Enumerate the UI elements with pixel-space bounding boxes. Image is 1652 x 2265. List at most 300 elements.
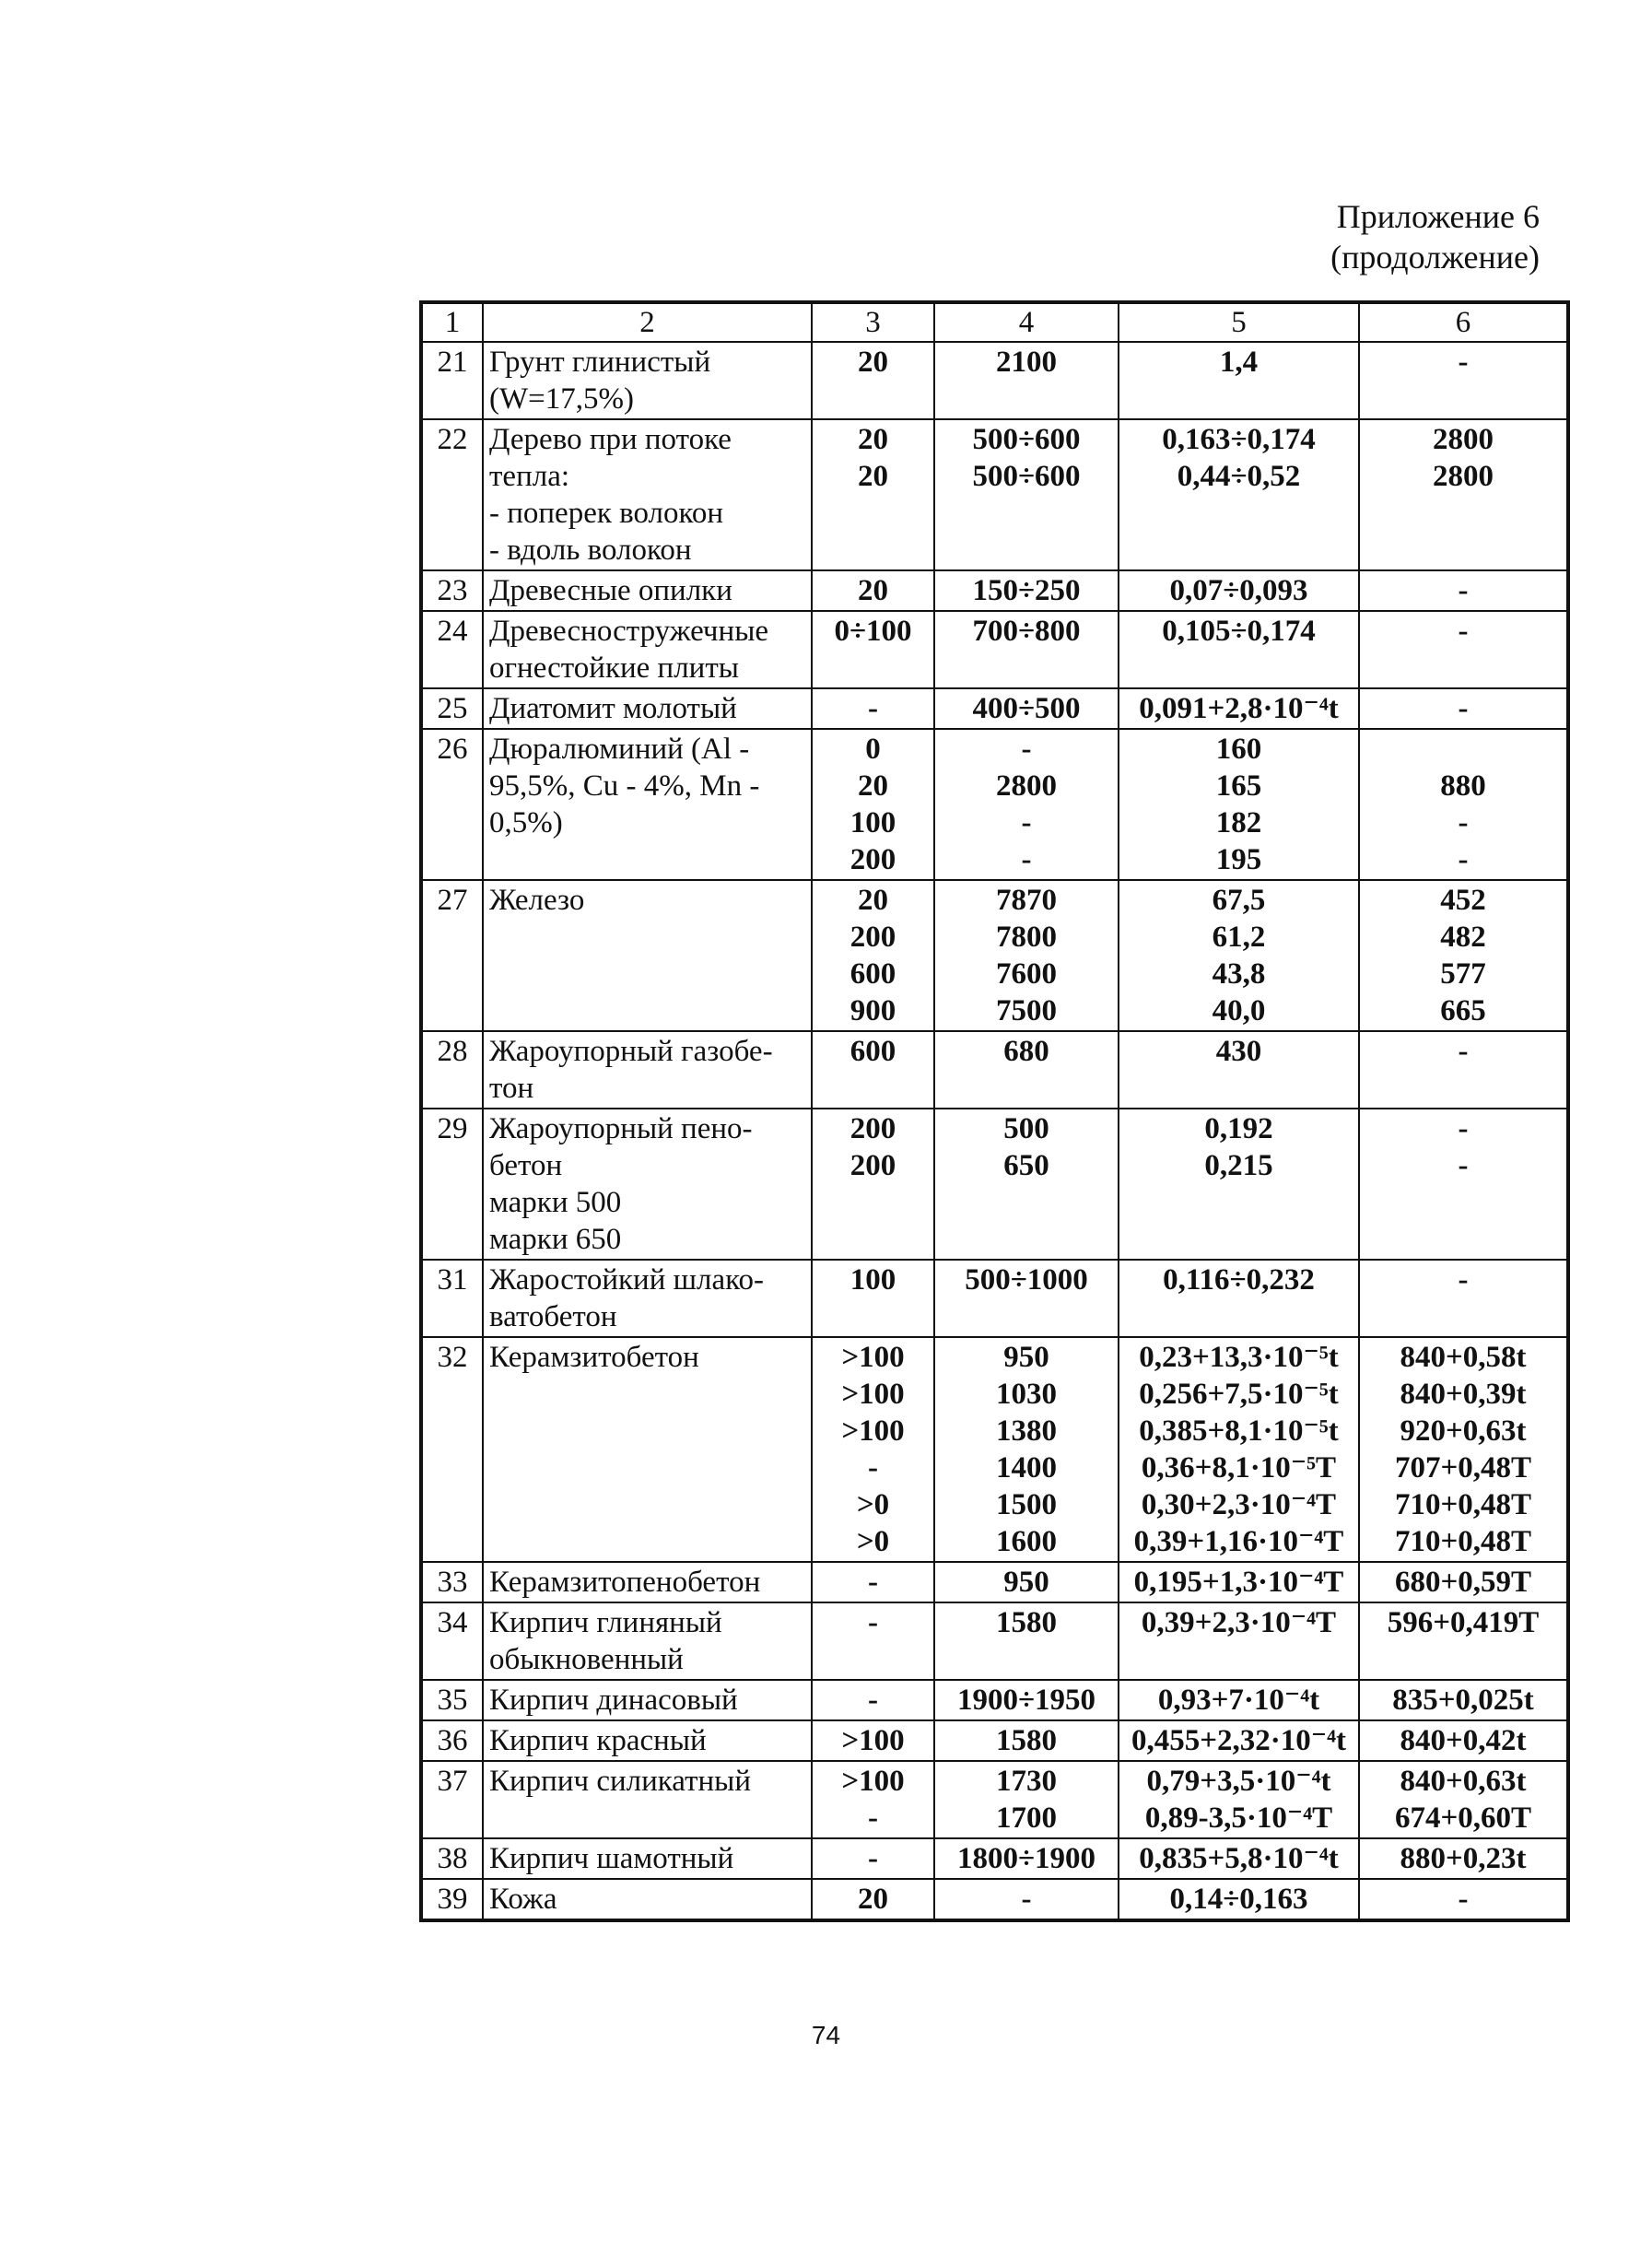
cell-line: - [868,1451,878,1485]
cell-line [489,1800,805,1837]
cell-line: тепла: [489,460,570,493]
heat-capacity-cell [1359,1680,1568,1720]
column-header: 6 [1359,302,1568,342]
row-number-cell: 25 [421,688,483,729]
temperature-cell [812,1680,934,1720]
cell-line: 160 [1215,733,1262,766]
page-number: 74 [811,2021,841,2049]
cell-line: огнестойкие плиты [489,651,739,685]
cell-line: 165 [1215,769,1262,803]
cell-line: 200 [849,921,896,954]
row-number-cell: 36 [421,1720,483,1761]
cell-line: 40,0 [1212,994,1266,1027]
conductivity-cell [1119,1879,1359,1920]
cell-line: 182 [1215,806,1262,839]
cell-line: 0,39+1,16·10⁻⁴T [1133,1525,1344,1558]
density-cell [934,1720,1119,1761]
material-name-cell [483,1562,812,1602]
cell-line [489,1376,805,1413]
cell-line: 707+0,48T [1394,1451,1532,1485]
appendix-caption [1330,196,1540,277]
material-name-cell [483,1879,812,1920]
temperature-cell [812,342,934,419]
cell-line: 0,93+7·10⁻⁴t [1157,1684,1320,1717]
temperature-cell [812,611,934,688]
cell-line: тон [489,1072,534,1105]
density-cell [934,1680,1119,1720]
cell-line: 20 [858,574,888,607]
cell-line: - [1458,615,1469,648]
cell-line: 0,385+8,1·10⁻⁵t [1139,1414,1339,1448]
cell-line: 880+0,23t [1400,1842,1527,1875]
heat-capacity-cell [1359,419,1568,570]
row-number-cell: 31 [421,1260,483,1337]
cell-line: 0,07÷0,093 [1169,574,1308,607]
cell-line: 1730 [996,1765,1057,1798]
conductivity-cell [1119,1838,1359,1879]
cell-line: - поперек волокон [489,497,724,530]
cell-line: 95,5%, Cu - 4%, Mn - [489,769,760,803]
cell-line: 577 [1440,957,1486,991]
cell-line: 680+0,59T [1394,1566,1532,1599]
cell-line: 665 [1440,994,1486,1027]
cell-line: 0,091+2,8·10⁻⁴t [1139,692,1339,725]
row-number-cell: 33 [421,1562,483,1602]
row-number-cell: 26 [421,729,483,880]
heat-capacity-cell [1359,1720,1568,1761]
heat-capacity-cell [1359,1602,1568,1680]
temperature-cell [812,419,934,570]
cell-line: 20 [858,769,888,803]
cell-line [489,919,805,956]
table-row [421,1761,1568,1838]
cell-line: 0÷100 [834,615,912,648]
cell-line: 100 [849,1263,896,1297]
appendix-subtitle: (продолжение) [1330,239,1540,276]
cell-line: 200 [849,1149,896,1182]
table-row [421,419,1568,570]
heat-capacity-cell [1359,570,1568,611]
cell-line: 950 [1003,1341,1049,1374]
cell-line: 500÷600 [972,460,1081,493]
temperature-cell [812,1838,934,1879]
material-name-cell [483,342,812,419]
temperature-cell [812,1761,934,1838]
cell-line: - [868,1801,878,1835]
cell-line: 500÷600 [972,423,1081,456]
cell-line: 840+0,42t [1400,1724,1527,1757]
cell-line: Жароупорный газобе- [489,1035,773,1068]
density-cell [934,419,1119,570]
material-name-cell [483,1109,812,1260]
cell-line: 0,116÷0,232 [1163,1263,1315,1297]
cell-line: 0,89-3,5·10⁻⁴T [1144,1801,1333,1835]
cell-line: 400÷500 [972,692,1081,725]
temperature-cell [812,570,934,611]
table-row [421,1879,1568,1920]
cell-line: Кирпич динасовый [489,1684,738,1717]
cell-line: Кирпич красный [489,1724,707,1757]
heat-capacity-cell [1359,1260,1568,1337]
cell-line: - вдоль волокон [489,534,692,567]
cell-line: Железо [489,884,585,917]
cell-line: 7500 [996,994,1057,1027]
materials-table [419,300,1570,1922]
material-name-cell [483,570,812,611]
cell-line: 0,14÷0,163 [1169,1883,1308,1916]
conductivity-cell [1119,1680,1359,1720]
cell-line: - [1458,574,1469,607]
temperature-cell [812,729,934,880]
cell-line: 1600 [996,1525,1057,1558]
cell-line: - [1458,1883,1469,1916]
cell-line: >0 [856,1488,890,1521]
cell-line: - [1458,1263,1469,1297]
cell-line: 20 [858,1883,888,1916]
cell-line [489,956,805,992]
density-cell [934,1879,1119,1920]
conductivity-cell [1119,1337,1359,1562]
cell-line: 1700 [996,1801,1057,1835]
cell-line: 430 [1215,1035,1262,1068]
conductivity-cell [1119,419,1359,570]
material-name-cell [483,729,812,880]
column-header: 3 [812,302,934,342]
cell-line: ватобетон [489,1300,617,1333]
temperature-cell [812,1031,934,1109]
density-cell [934,1260,1119,1337]
cell-line: 100 [849,806,896,839]
cell-line: Кирпич шамотный [489,1842,734,1875]
cell-line: 900 [849,994,896,1027]
cell-line: 1580 [996,1724,1057,1757]
heat-capacity-cell [1359,342,1568,419]
row-number-cell: 23 [421,570,483,611]
table-row [421,1720,1568,1761]
cell-line: - [868,1566,878,1599]
cell-line: 835+0,025t [1392,1684,1534,1717]
row-number-cell: 39 [421,1879,483,1920]
cell-line: - [1021,843,1032,876]
material-name-cell [483,1602,812,1680]
temperature-cell [812,880,934,1031]
cell-line: - [1458,1035,1469,1068]
cell-line [489,1523,805,1560]
cell-line: - [1458,346,1469,379]
conductivity-cell [1119,342,1359,419]
cell-line: Древесные опилки [489,574,732,607]
cell-line: Жароупорный пено- [489,1112,753,1145]
temperature-cell [812,1602,934,1680]
cell-line: 20 [858,423,888,456]
cell-line: 0,30+2,3·10⁻⁴T [1141,1488,1337,1521]
conductivity-cell [1119,570,1359,611]
cell-line: 200 [849,1112,896,1145]
cell-line: 0,105÷0,174 [1162,615,1316,648]
table-row [421,1031,1568,1109]
conductivity-cell [1119,880,1359,1031]
cell-line: обыкновенный [489,1643,684,1676]
row-number-cell: 22 [421,419,483,570]
material-name-cell [483,1680,812,1720]
heat-capacity-cell [1359,1562,1568,1602]
cell-line: 680 [1003,1035,1049,1068]
cell-line: - [1458,692,1469,725]
column-header: 5 [1119,302,1359,342]
conductivity-cell [1119,729,1359,880]
material-name-cell [483,419,812,570]
heat-capacity-cell [1359,611,1568,688]
density-cell [934,342,1119,419]
heat-capacity-cell [1359,1109,1568,1260]
cell-line: 0,192 [1204,1112,1273,1145]
cell-line [489,992,805,1029]
cell-line: 840+0,58t [1400,1341,1527,1374]
cell-line: 2800 [1433,423,1494,456]
table-row [421,611,1568,688]
column-header: 1 [421,302,483,342]
conductivity-cell [1119,1260,1359,1337]
row-number-cell: 29 [421,1109,483,1260]
cell-line: 880 [1440,769,1486,803]
cell-line: 674+0,60T [1394,1801,1532,1835]
material-name-cell [483,1761,812,1838]
temperature-cell [812,1879,934,1920]
table-row [421,688,1568,729]
conductivity-cell [1119,1761,1359,1838]
cell-line: - [1458,843,1469,876]
cell-line: марки 650 [489,1223,622,1256]
cell-line: 1400 [996,1451,1057,1485]
temperature-cell [812,1562,934,1602]
cell-line: 840+0,63t [1400,1765,1527,1798]
row-number-cell: 21 [421,342,483,419]
cell-line: - [1021,806,1032,839]
cell-line: 2800 [996,769,1057,803]
table-row [421,570,1568,611]
column-header: 2 [483,302,812,342]
cell-line: 482 [1440,921,1486,954]
cell-line: 0,36+8,1·10⁻⁵T [1141,1451,1337,1485]
cell-line: 61,2 [1212,921,1266,954]
conductivity-cell [1119,688,1359,729]
cell-line: 7870 [996,884,1057,917]
cell-line: Кирпич силикатный [489,1765,752,1798]
density-cell [934,611,1119,688]
cell-line: 150÷250 [972,574,1081,607]
cell-line: - [868,1606,878,1639]
cell-line: 600 [849,957,896,991]
temperature-cell [812,688,934,729]
material-name-cell [483,1337,812,1562]
row-number-cell: 38 [421,1838,483,1879]
cell-line: марки 500 [489,1186,622,1219]
density-cell [934,1031,1119,1109]
density-cell [934,570,1119,611]
temperature-cell [812,1260,934,1337]
table-row [421,342,1568,419]
cell-line: 0,455+2,32·10⁻⁴t [1131,1724,1347,1757]
table-row [421,1562,1568,1602]
row-number-cell: 35 [421,1680,483,1720]
density-cell [934,1761,1119,1838]
row-number-cell: 24 [421,611,483,688]
cell-line: 500÷1000 [965,1263,1088,1297]
density-cell [934,1838,1119,1879]
cell-line [489,841,805,878]
density-cell [934,729,1119,880]
cell-line: 600 [849,1035,896,1068]
cell-line: - [1458,1149,1469,1182]
table-row [421,1602,1568,1680]
cell-line: (W=17,5%) [489,382,634,416]
cell-line: >100 [841,1341,905,1374]
cell-line: 0,163÷0,174 [1162,423,1316,456]
density-cell [934,1562,1119,1602]
cell-line [489,1449,805,1486]
density-cell [934,1109,1119,1260]
cell-line: 452 [1440,884,1486,917]
table-row [421,729,1568,880]
cell-line: 67,5 [1212,884,1266,917]
conductivity-cell [1119,1602,1359,1680]
material-name-cell [483,1260,812,1337]
cell-line: 20 [858,884,888,917]
cell-line: Керамзитобетон [489,1341,699,1374]
conductivity-cell [1119,611,1359,688]
cell-line: 1,4 [1219,346,1259,379]
cell-line: 0,195+1,3·10⁻⁴T [1133,1566,1344,1599]
row-number-cell: 32 [421,1337,483,1562]
cell-line: Кирпич глиняный [489,1606,722,1639]
temperature-cell [812,1109,934,1260]
heat-capacity-cell [1359,1761,1568,1838]
cell-line: 20 [858,346,888,379]
cell-line: бетон [489,1149,563,1182]
heat-capacity-cell [1359,1838,1568,1879]
cell-line: 20 [858,460,888,493]
cell-line: 650 [1003,1149,1049,1182]
heat-capacity-cell [1359,880,1568,1031]
cell-line: 840+0,39t [1400,1378,1527,1411]
cell-line: 200 [849,843,896,876]
cell-line: 950 [1003,1566,1049,1599]
cell-line: >100 [841,1724,905,1757]
density-cell [934,880,1119,1031]
cell-line: 1900÷1950 [956,1684,1096,1717]
material-name-cell [483,688,812,729]
cell-line: 0,39+2,3·10⁻⁴T [1141,1606,1337,1639]
cell-line: 1380 [996,1414,1057,1448]
cell-line: 0,835+5,8·10⁻⁴t [1139,1842,1339,1875]
cell-line: Жаростойкий шлако- [489,1263,764,1297]
cell-line: 0,23+13,3·10⁻⁵t [1139,1341,1339,1374]
cell-line: 43,8 [1212,957,1266,991]
row-number-cell: 27 [421,880,483,1031]
conductivity-cell [1119,1562,1359,1602]
cell-line: Древесностружечные [489,615,769,648]
cell-line: 195 [1215,843,1262,876]
cell-line: Дюралюминий (Al - [489,733,750,766]
conductivity-cell [1119,1109,1359,1260]
cell-line: 0,256+7,5·10⁻⁵t [1139,1378,1339,1411]
cell-line: 0,5%) [489,806,563,839]
cell-line: 1800÷1900 [956,1842,1096,1875]
cell-line: 7600 [996,957,1057,991]
cell-line: 1580 [996,1606,1057,1639]
appendix-title: Приложение 6 [1336,198,1540,235]
density-cell [934,688,1119,729]
cell-line: 920+0,63t [1400,1414,1527,1448]
cell-line: - [1458,806,1469,839]
density-cell [934,1602,1119,1680]
column-header: 4 [934,302,1119,342]
temperature-cell [812,1720,934,1761]
cell-line: 0,215 [1204,1149,1273,1182]
conductivity-cell [1119,1720,1359,1761]
material-name-cell [483,611,812,688]
cell-line: 500 [1003,1112,1049,1145]
cell-line: >100 [841,1378,905,1411]
cell-line: 0 [865,733,881,766]
heat-capacity-cell [1359,1337,1568,1562]
cell-line: Кожа [489,1883,557,1916]
table-row [421,1337,1568,1562]
cell-line: 0,44÷0,52 [1177,460,1301,493]
cell-line: - [868,692,878,725]
cell-line: 700÷800 [972,615,1081,648]
material-name-cell [483,1838,812,1879]
row-number-cell: 37 [421,1761,483,1838]
cell-line [489,1413,805,1449]
table-row [421,1680,1568,1720]
cell-line: 1500 [996,1488,1057,1521]
cell-line: 7800 [996,921,1057,954]
cell-line: Диатомит молотый [489,692,737,725]
table-header-row [421,302,1568,342]
cell-line: 710+0,48T [1394,1525,1532,1558]
cell-line: 0,79+3,5·10⁻⁴t [1146,1765,1331,1798]
material-name-cell [483,1720,812,1761]
cell-line: >0 [856,1525,890,1558]
cell-line [489,1486,805,1523]
table-row [421,1260,1568,1337]
density-cell [934,1337,1119,1562]
cell-line: >100 [841,1765,905,1798]
table-body [421,302,1568,1920]
material-name-cell [483,880,812,1031]
cell-line: - [1021,1883,1032,1916]
cell-line: 2100 [996,346,1057,379]
cell-line [1365,731,1561,768]
cell-line: Керамзитопенобетон [489,1566,761,1599]
cell-line: 596+0,419T [1387,1606,1540,1639]
cell-line: Дерево при потоке [489,423,732,456]
cell-line: >100 [841,1414,905,1448]
material-name-cell [483,1031,812,1109]
heat-capacity-cell [1359,729,1568,880]
temperature-cell [812,1337,934,1562]
row-number-cell: 28 [421,1031,483,1109]
table-row [421,880,1568,1031]
heat-capacity-cell [1359,688,1568,729]
cell-line: - [1021,733,1032,766]
cell-line: 1030 [996,1378,1057,1411]
cell-line: 2800 [1433,460,1494,493]
cell-line: - [868,1842,878,1875]
cell-line: - [868,1684,878,1717]
heat-capacity-cell [1359,1031,1568,1109]
